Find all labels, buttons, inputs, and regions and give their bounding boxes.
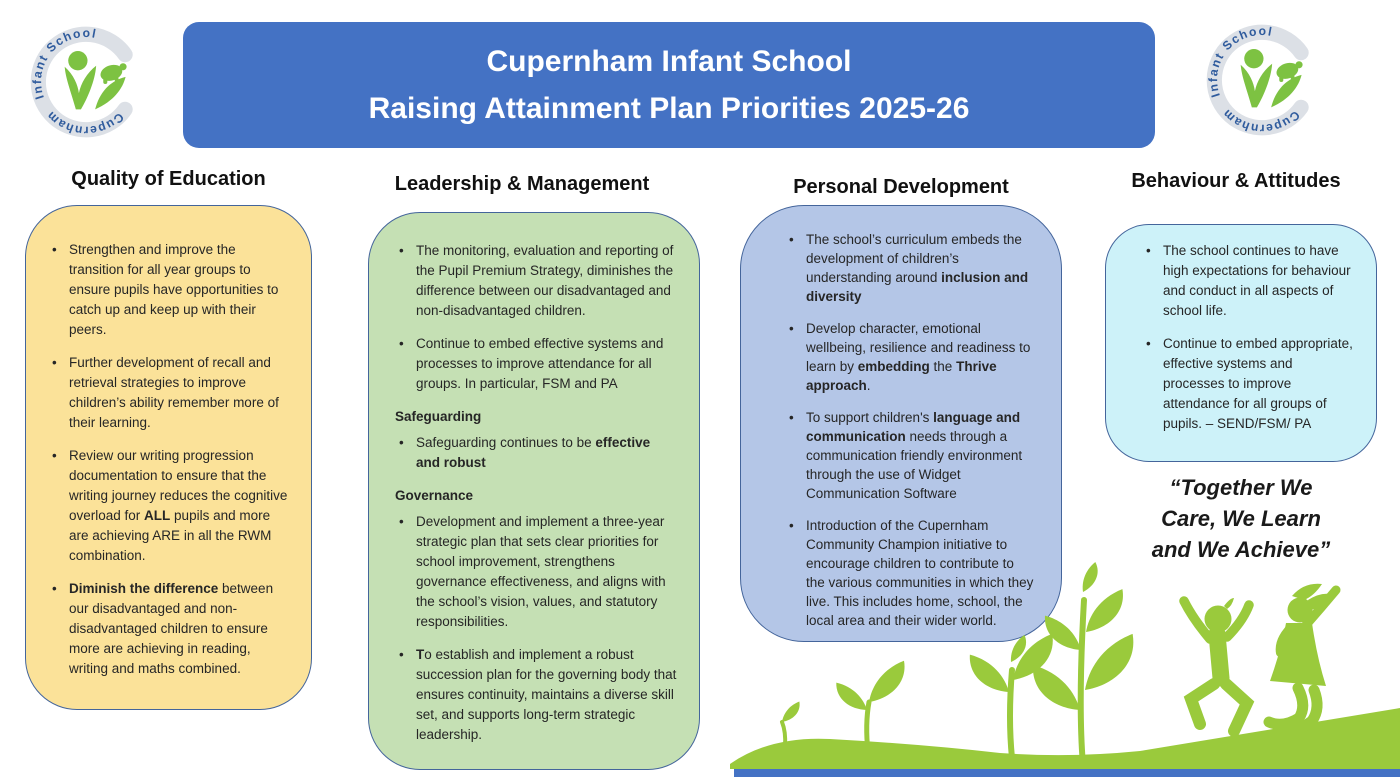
leadership-management-box (368, 212, 700, 770)
school-logo-left (20, 16, 152, 148)
school-name-title: Cupernham Infant School (486, 45, 852, 78)
bullet-item: • Review our writing progression documentation to ensure that the writing journey reduces the cognitive overload for ALL pupils and more are achieving ARE in all the RWM combination. (48, 446, 291, 566)
seedlings-icon (782, 562, 1133, 765)
bullet-item: • Diminish the difference between our disadvantaged and non-disadvantaged children to ensure more are achieving in reading, writing and maths combined. (48, 579, 291, 679)
bullet-item: • The school continues to have high expectations for behaviour and conduct in all aspects of school life. (1142, 241, 1356, 321)
bullet-item: • The school’s curriculum embeds the development of children’s understanding around inclusion and diversity (785, 230, 1035, 306)
column-heading-personal-development: Personal Development (793, 176, 1009, 198)
logo-arc-text-bottom: Cupernham (43, 108, 127, 138)
bullet-item: • Introduction of the Cupernham Community Champion initiative to encourage children to contribute to the various communities in which they live. This includes home, school, the local area and their wider world. (785, 516, 1035, 630)
column-heading-leadership-management: Leadership & Management (394, 173, 650, 195)
subheading-governance: Governance (395, 488, 474, 503)
quality-of-education-box (25, 205, 312, 710)
subheading-safeguarding: Safeguarding (395, 409, 482, 424)
bullet-item: • To establish and implement a robust succession plan for the governing body that ensures continuity, maintains a diverse skill set, and supports long-term strategic leadership. (395, 645, 677, 745)
bullet-item: • Strengthen and improve the transition for all year groups to ensure pupils have opportunities to catch up and keep up with their peers. (48, 240, 291, 340)
bullet-item: • Development and implement a three-year strategic plan that sets clear priorities for school improvement, strengthens governance effectiveness, and aligns with the school’s vision, values, and statutory responsibilities. (395, 512, 677, 632)
bullet-item: • To support children's language and communication needs through a communication friendly environment through the use of Widget Communication Software (785, 408, 1035, 503)
bullet-item: • Continue to embed appropriate, effective systems and processes to improve attendance for all groups of pupils. – SEND/FSM/ PA (1142, 334, 1356, 434)
bullet-item: • Further development of recall and retrieval strategies to improve children’s ability remember more of their learning. (48, 353, 291, 433)
behaviour-attitudes-box (1105, 224, 1377, 462)
bullet-item: • The monitoring, evaluation and reporting of the Pupil Premium Strategy, diminishes the difference between our disadvantaged and non-disadvantaged children. (395, 241, 677, 321)
bullet-item: • Safeguarding continues to be effective and robust (395, 433, 677, 473)
school-motto: “Together We Care, We Learn and We Achieve” (1151, 475, 1331, 562)
column-heading-behaviour-attitudes: Behaviour & Attitudes (1131, 170, 1341, 192)
jumping-children-icon (1184, 584, 1336, 731)
bottom-decoration (700, 540, 1400, 777)
bottom-blue-bar (734, 769, 1400, 777)
bullet-item: • Continue to embed effective systems and processes to improve attendance for all groups. In particular, FSM and PA (395, 334, 677, 394)
title-banner (183, 22, 1155, 148)
plan-title: Raising Attainment Plan Priorities 2025-26 (368, 92, 970, 125)
column-heading-quality-of-education: Quality of Education (71, 168, 266, 190)
logo-arc-text-bottom: Cupernham (1219, 106, 1303, 136)
logo-arc-text-top: Infant School (1206, 23, 1275, 100)
logo-arc-text-top: Infant School (30, 25, 99, 102)
school-logo-right (1196, 14, 1328, 146)
bullet-item: • Develop character, emotional wellbeing, resilience and readiness to learn by embedding the Thrive approach. (785, 319, 1035, 395)
